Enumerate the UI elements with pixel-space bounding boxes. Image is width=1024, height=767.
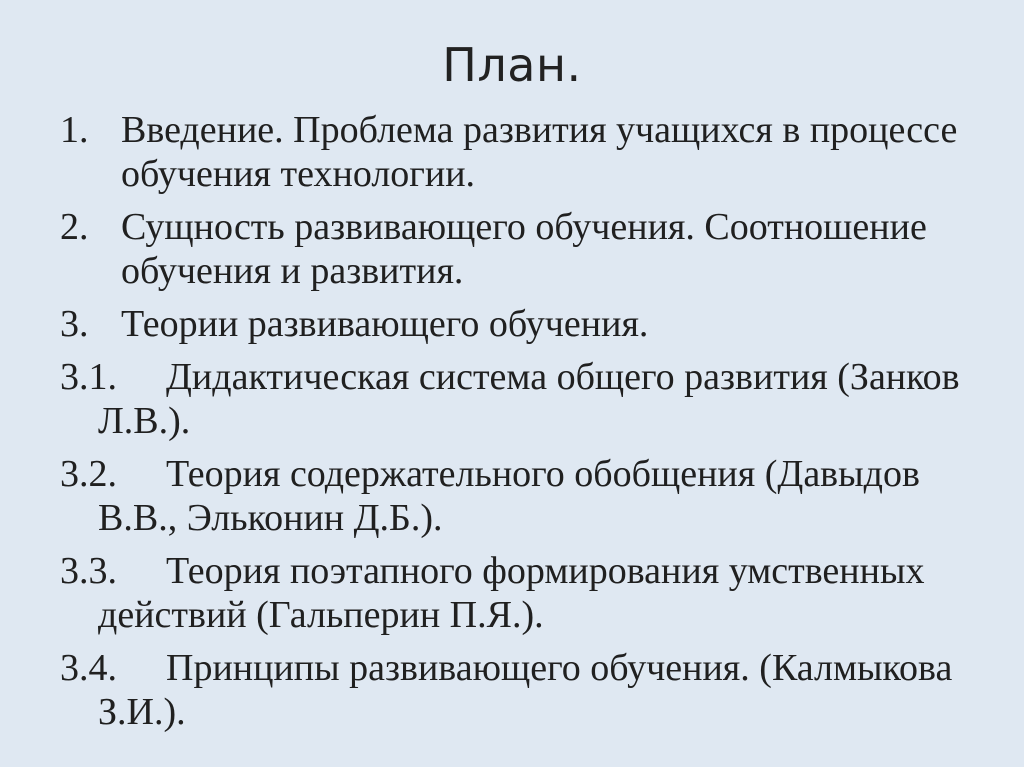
item-text: Теория содержательного обобщения (Давыдов В.В., Эльконин Д.Б.). — [98, 453, 920, 539]
slide-title: План. — [442, 38, 582, 92]
plan-item-1 — [60, 108, 980, 196]
item-text: Теории развивающего обучения. — [121, 303, 649, 345]
plan-item-3-4 — [60, 646, 980, 734]
plan-item-3 — [60, 302, 980, 346]
item-number: 3.4. — [60, 647, 117, 689]
item-number: 3.3. — [60, 550, 117, 592]
plan-list — [60, 108, 980, 743]
plan-item-3-2 — [60, 452, 980, 540]
plan-item-3-1 — [60, 355, 980, 443]
item-number: 3.1. — [60, 356, 117, 398]
item-number: 3.2. — [60, 453, 117, 495]
item-text: Теория поэтапного формирования умственных действий (Гальперин П.Я.). — [98, 550, 925, 636]
item-text: Дидактическая система общего развития (Занков Л.В.). — [98, 356, 960, 442]
item-text: Введение. Проблема развития учащихся в процессе обучения технологии. — [121, 109, 958, 195]
item-number: 1. — [60, 109, 89, 151]
item-text: Сущность развивающего обучения. Соотношение обучения и развития. — [121, 206, 927, 292]
item-text: Принципы развивающего обучения. (Калмыкова З.И.). — [98, 647, 953, 733]
plan-item-3-3 — [60, 549, 980, 637]
item-number: 2. — [60, 206, 89, 248]
item-number: 3. — [60, 303, 89, 345]
plan-item-2 — [60, 205, 980, 293]
